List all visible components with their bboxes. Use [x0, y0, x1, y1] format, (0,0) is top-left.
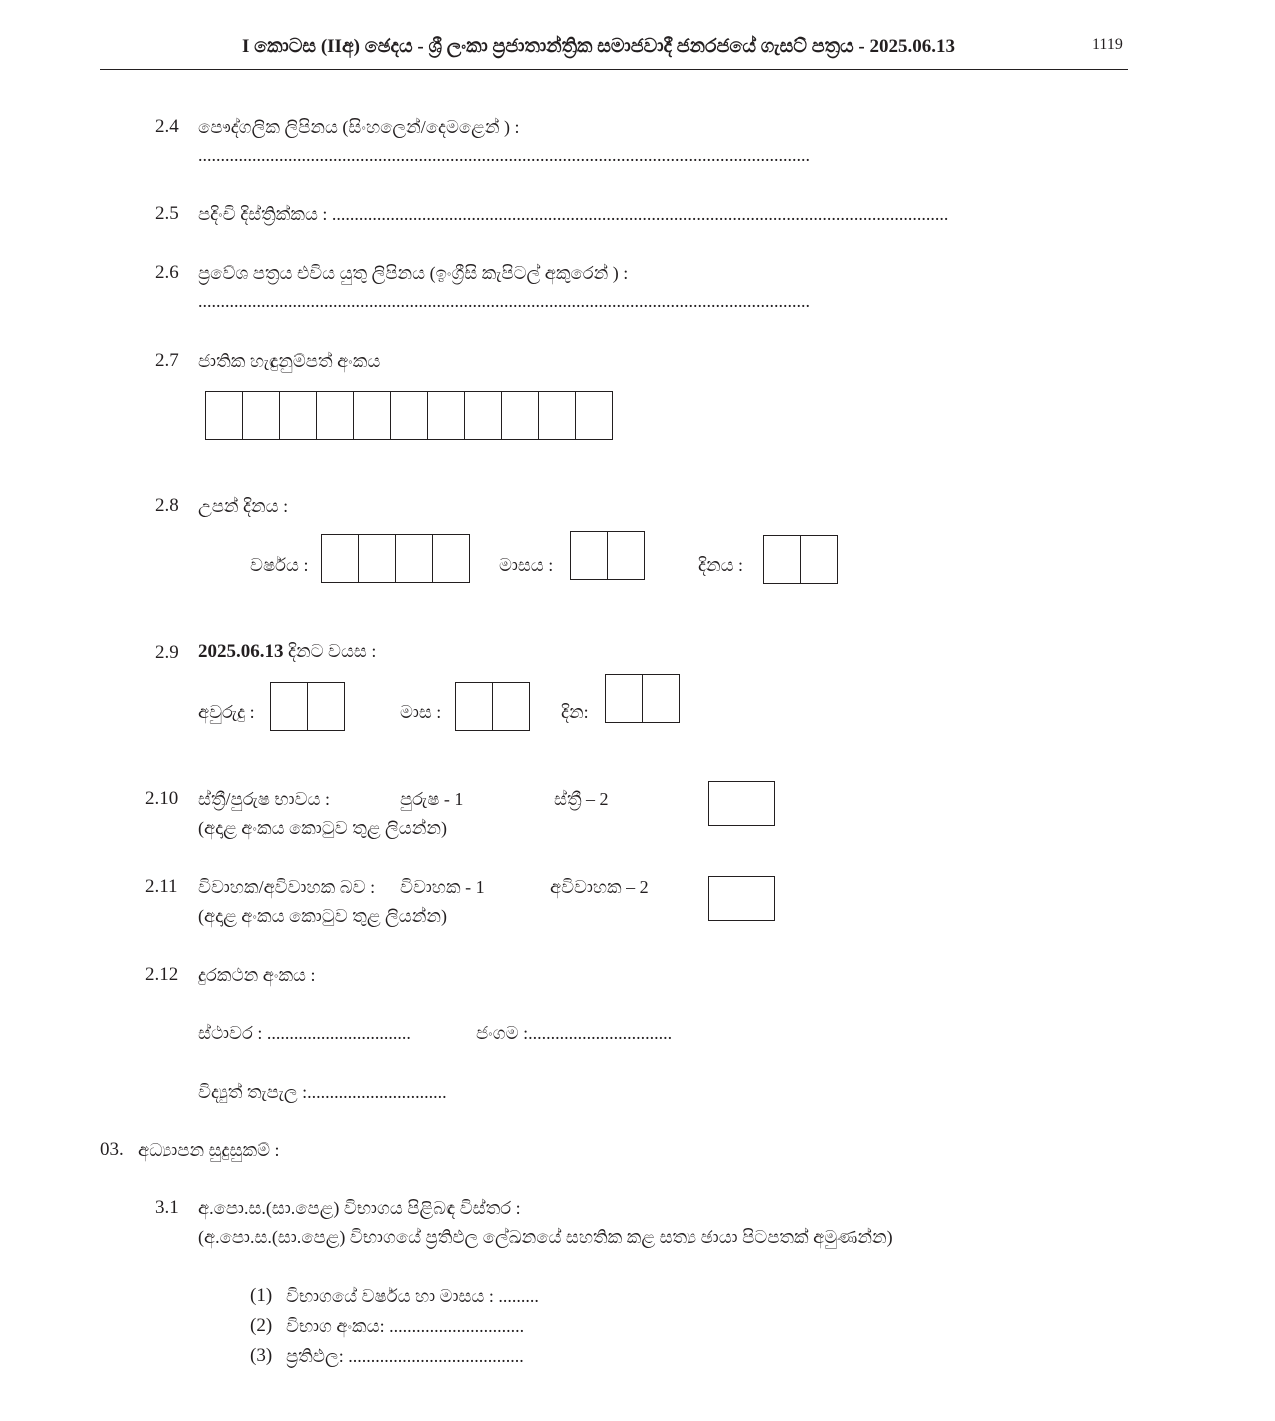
dob-year-box[interactable]: [432, 534, 470, 583]
age-years-box[interactable]: [307, 682, 345, 731]
nic-digit-box[interactable]: [538, 391, 576, 440]
admission-address-label: ප්‍රවේශ පත්‍රය එවිය යුතු ලිපිනය (ඉංග්‍රීසි කැපිටල් අකුරෙන් ) :: [198, 263, 629, 283]
age-reference-date: [198, 641, 376, 663]
age-days-boxes[interactable]: [605, 674, 680, 723]
item-number: 2.11: [145, 876, 178, 897]
exam-year-month-field[interactable]: විභාගයේ වර්ෂය හා මාසය : .........: [286, 1286, 539, 1306]
gender-option-female: ස්ත්‍රී – 2: [554, 789, 609, 809]
education-heading: අධ්‍යාපන සුදුසුකම් :: [138, 1140, 280, 1160]
dob-day-boxes[interactable]: [763, 535, 838, 584]
dob-label: උපන් දිනය :: [198, 496, 289, 516]
dob-year-box[interactable]: [358, 534, 396, 583]
sub-item-number: (2): [250, 1315, 273, 1336]
nic-digit-box[interactable]: [316, 391, 354, 440]
age-years-label: අවුරුදු :: [198, 702, 255, 722]
dob-month-label: මාසය :: [499, 555, 554, 575]
item-number: 2.7: [155, 350, 179, 371]
district-field[interactable]: පදිංචි දිස්ත්‍රික්කය : .........................................................................................................................................: [198, 204, 949, 224]
age-months-boxes[interactable]: [455, 682, 530, 731]
exam-index-field[interactable]: විභාග අංකය: ..............................: [286, 1316, 525, 1336]
personal-address-field[interactable]: ........................................................................................................................................: [198, 145, 810, 165]
age-days-box[interactable]: [605, 674, 643, 723]
marital-option-married: විවාහක - 1: [400, 877, 485, 897]
landline-field[interactable]: ස්ථාවර : ................................: [198, 1023, 411, 1043]
nic-label: ජාතික හැඳුනුම්පත් අංකය: [198, 351, 381, 371]
dob-year-label: වර්ෂය :: [250, 555, 309, 575]
marital-entry-box[interactable]: [708, 876, 775, 921]
dob-year-box[interactable]: [395, 534, 433, 583]
email-field[interactable]: විද්‍යුත් තැපැල :...............................: [198, 1082, 447, 1102]
age-label: දිනට වයස :: [288, 641, 377, 661]
age-years-box[interactable]: [270, 682, 308, 731]
nic-digit-box[interactable]: [464, 391, 502, 440]
age-months-box[interactable]: [492, 682, 530, 731]
marital-status-label: විවාහක/අවිවාහක බව :: [198, 877, 376, 897]
age-date-value: 2025.06.13: [198, 641, 284, 662]
dob-month-box[interactable]: [570, 531, 608, 580]
age-days-label: දින:: [561, 702, 589, 722]
gender-option-male: පුරුෂ - 1: [400, 789, 464, 809]
nic-digit-box[interactable]: [279, 391, 317, 440]
item-number: 2.4: [155, 116, 179, 137]
exam-results-field[interactable]: ප්‍රතිඵල: .......................................: [286, 1346, 524, 1366]
gender-entry-box[interactable]: [708, 781, 775, 826]
phone-label: දුරකථන අංකය :: [198, 965, 316, 985]
age-years-boxes[interactable]: [270, 682, 345, 731]
nic-digit-box[interactable]: [205, 391, 243, 440]
gazette-header-title: I කොටස (IIඅ) ඡෙදය - ශ්‍රී ලංකා ප්‍රජාතාන්ත්‍රික සමාජවාදී ජනරජයේ ගැසට් පත්‍රය - 2025.06.13: [242, 36, 955, 57]
sub-item-number: (3): [250, 1345, 273, 1366]
item-number: 2.5: [155, 203, 179, 224]
nic-digit-box[interactable]: [390, 391, 428, 440]
section-number: 03.: [100, 1139, 124, 1160]
dob-month-box[interactable]: [607, 531, 645, 580]
marital-note: (අදාළ අංකය කොටුව තුළ ලියන්න): [198, 906, 447, 926]
item-number: 2.8: [155, 495, 179, 516]
nic-digit-box[interactable]: [501, 391, 539, 440]
dob-day-label: දිනය :: [698, 555, 744, 575]
header-divider: [100, 69, 1128, 70]
nic-digit-box[interactable]: [427, 391, 465, 440]
marital-option-unmarried: අවිවාහක – 2: [550, 877, 649, 897]
admission-address-field[interactable]: ........................................................................................................................................: [198, 291, 810, 311]
gender-note: (අදාළ අංකය කොටුව තුළ ලියන්න): [198, 818, 447, 838]
nic-digit-box[interactable]: [575, 391, 613, 440]
page-number: 1119: [1092, 36, 1123, 53]
gender-label: ස්ත්‍රී/පුරුෂ භාවය :: [198, 789, 330, 809]
nic-boxes[interactable]: [205, 391, 613, 440]
item-number: 2.6: [155, 262, 179, 283]
mobile-field[interactable]: ජංගම :................................: [476, 1023, 673, 1043]
nic-digit-box[interactable]: [242, 391, 280, 440]
age-months-label: මාස :: [400, 702, 442, 722]
ol-exam-label: අ.පො.ස.(සා.පෙළ) විභාගය පිළිබඳ විස්තර :: [198, 1198, 521, 1218]
dob-day-box[interactable]: [800, 535, 838, 584]
personal-address-label: පෞද්ගලික ලිපිනය (සිංහලෙන්/දෙමළෙන් ) :: [198, 117, 520, 137]
nic-digit-box[interactable]: [353, 391, 391, 440]
dob-year-box[interactable]: [321, 534, 359, 583]
dob-month-boxes[interactable]: [570, 531, 645, 580]
dob-year-boxes[interactable]: [321, 534, 470, 583]
item-number: 2.12: [145, 964, 179, 985]
item-number: 2.10: [145, 788, 179, 809]
age-days-box[interactable]: [642, 674, 680, 723]
sub-item-number: (1): [250, 1285, 273, 1306]
ol-exam-note: (අ.පො.ස.(සා.පෙළ) විභාගයේ ප්‍රතිඵල ලේඛනයේ සහතික කළ සත්‍ය ඡායා පිටපතක් අමුණන්න): [198, 1227, 893, 1247]
item-number: 2.9: [155, 642, 179, 663]
item-number: 3.1: [155, 1197, 179, 1218]
age-months-box[interactable]: [455, 682, 493, 731]
dob-day-box[interactable]: [763, 535, 801, 584]
